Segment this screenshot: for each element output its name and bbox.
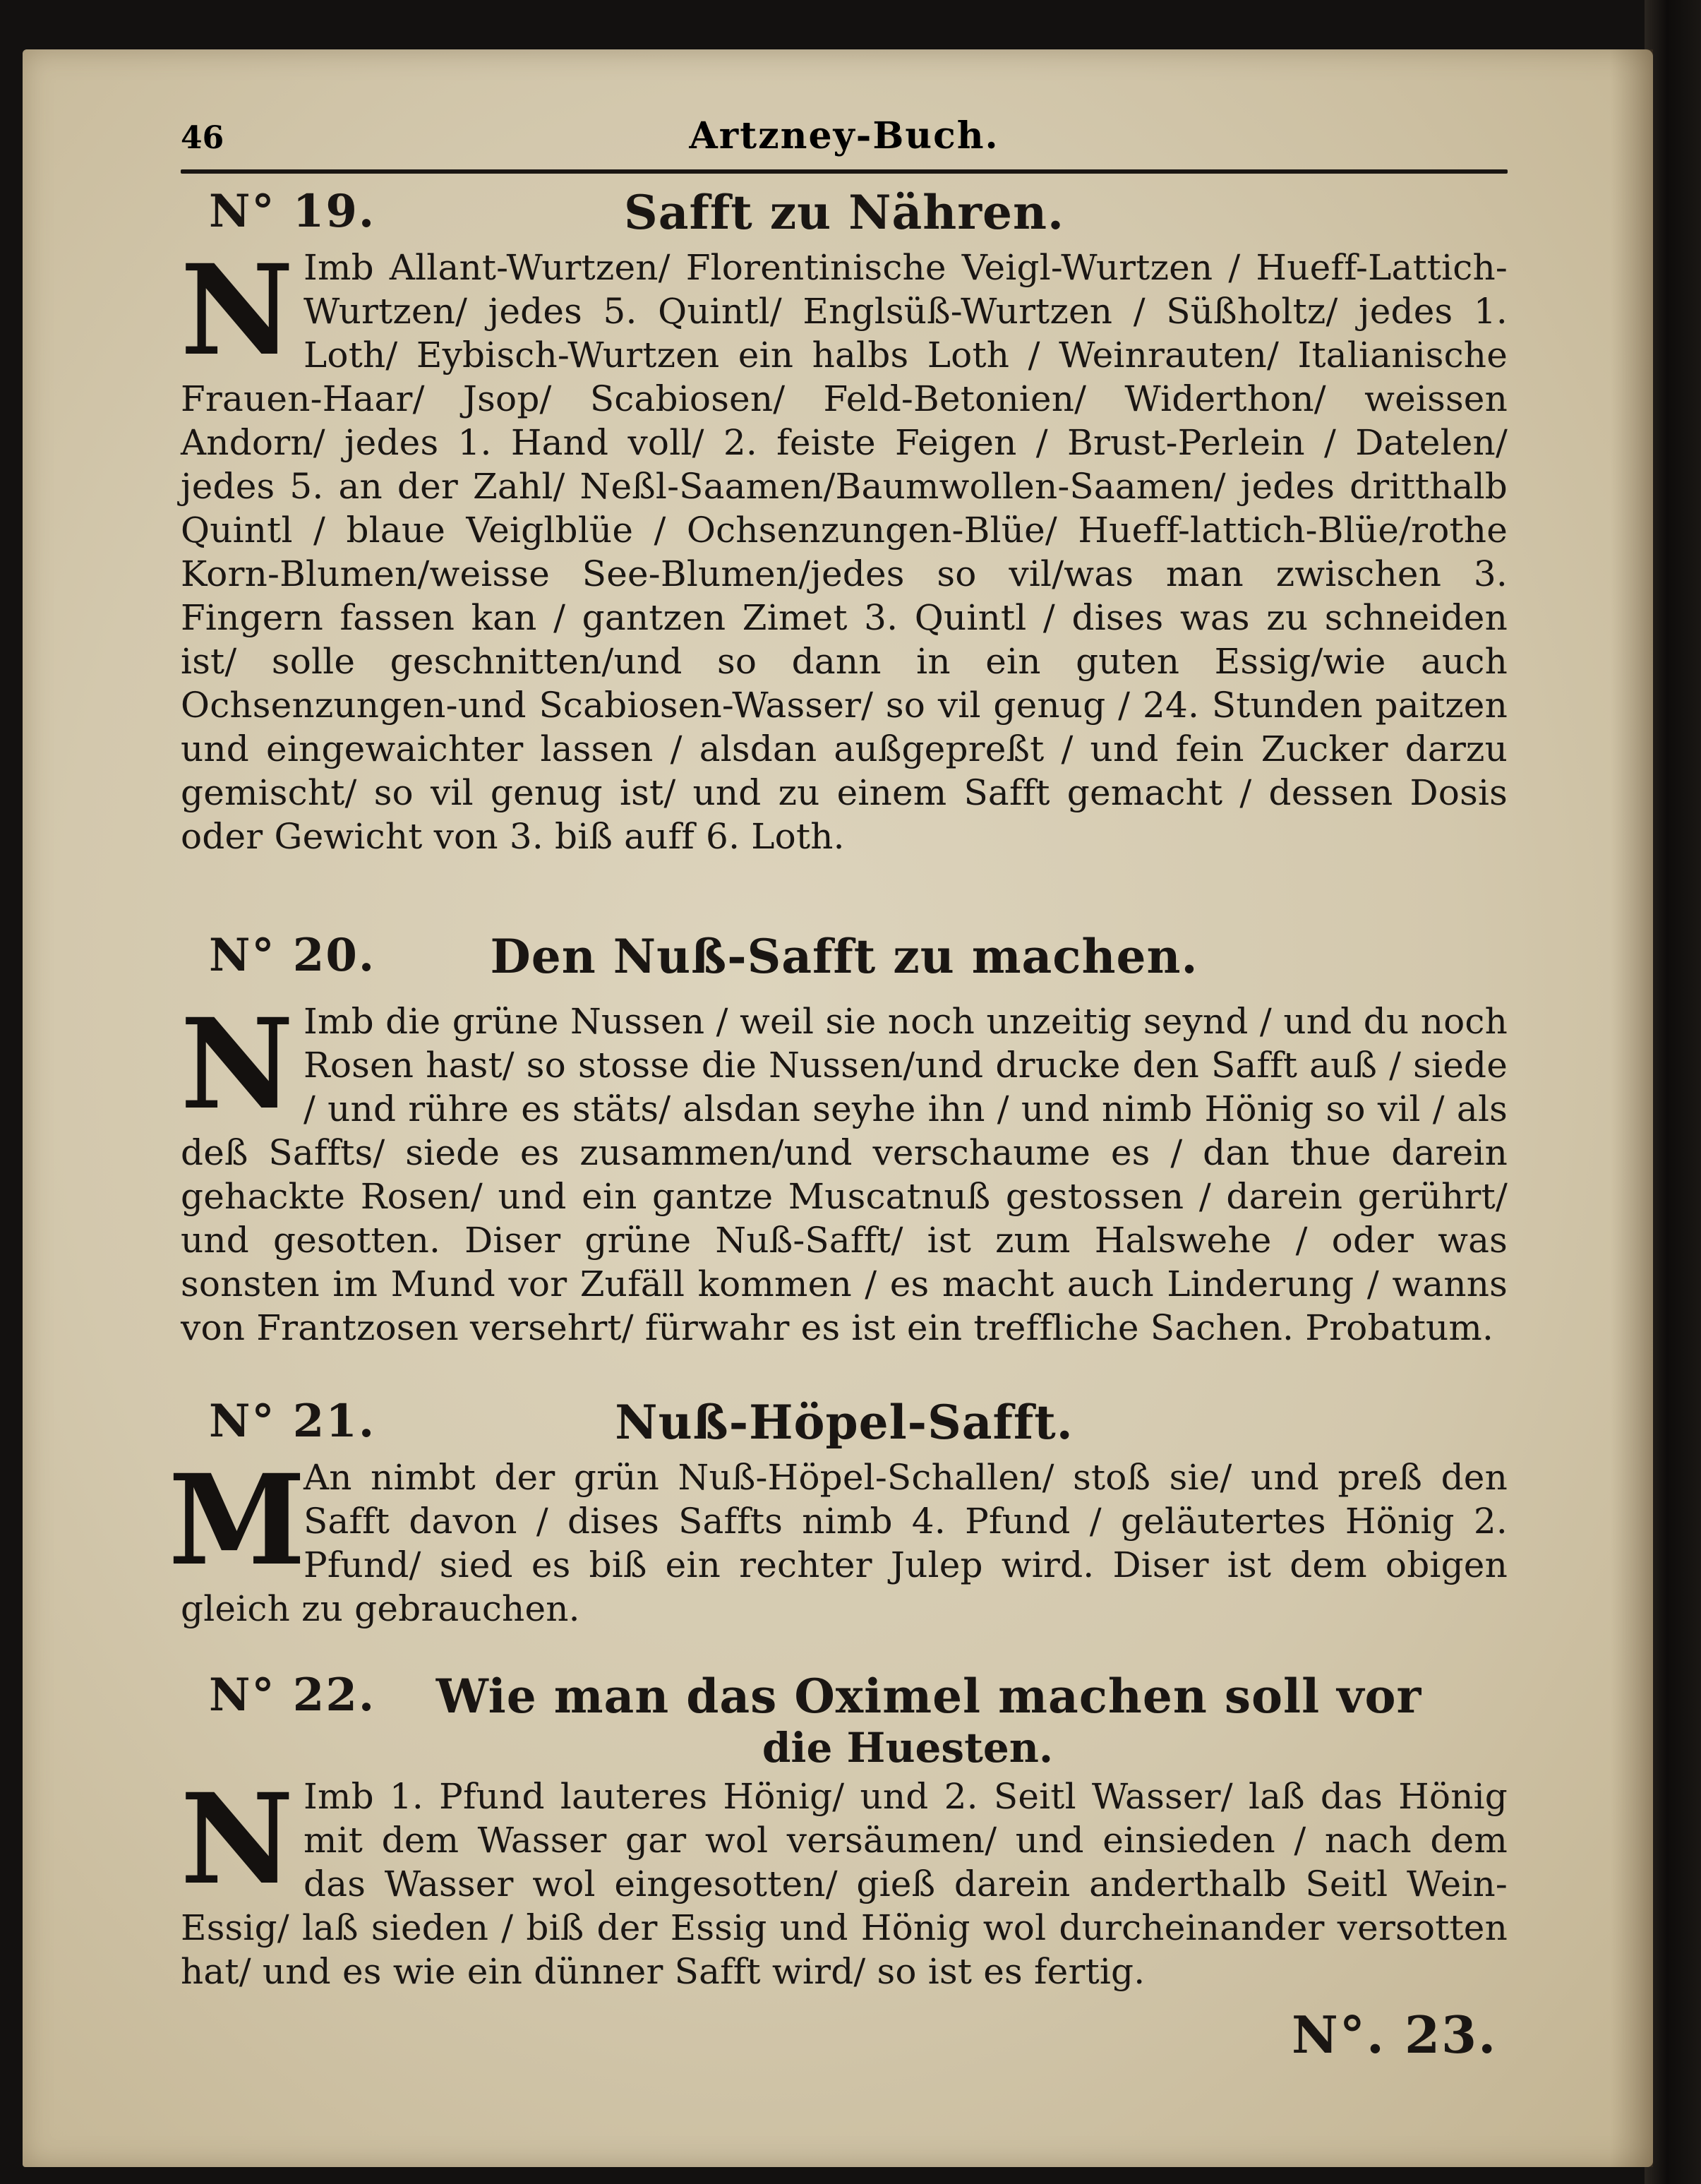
recipe-text: Imb die grüne Nussen / weil sie noch unzeitig seynd / und du noch Rosen hast/ so stosse die Nussen/und drucke den Safft auß / siede / und rühre es stäts/ alsdan seyhe ihn / und nimb Hönig so vil / als deß Saffts/ siede es zusammen/und verschaume es / dan thue darein gehackte Rosen/ und ein gantze Muscatnuß gestossen / darein gerührt/ und gesotten. Diser grüne Nuß-Safft/ ist zum Halswehe / oder was sonsten im Mund vor Zufäll kommen / es macht auch Linderung / wanns von Frantzosen versehrt/ fürwahr es ist ein treffliche Sachen. Probatum. [181,1001,1508,1348]
header-rule [181,169,1508,174]
page-number: 46 [181,120,224,156]
recipe-title: Safft zu Nähren. [624,185,1064,240]
recipe-number: N° 22. [209,1669,376,1722]
recipe-body [168,1447,1508,1631]
recipe-body [180,991,1508,1350]
running-head [181,114,1508,171]
recipe-19 [181,185,1508,858]
recipe-heading [181,1669,1508,1725]
drop-cap: M [168,1447,306,1593]
recipe-text: Imb 1. Pfund lauteres Hönig/ und 2. Seitl Wasser/ laß das Hönig mit dem Wasser gar wol versäumen/ und einsieden / nach dem das Wasser wol eingesotten/ gieß darein anderthalb Seitl Wein-Essig/ laß sieden / biß der Essig und Hönig wol durcheinander versotten hat/ und es wie ein dünner Safft wird/ so ist es fertig. [181,1776,1508,1992]
recipe-body [180,237,1508,858]
recipe-number: N° 20. [209,929,376,982]
recipe-body [180,1766,1508,1993]
recipe-heading [181,929,1508,985]
recipe-text: Imb Allant-Wurtzen/ Florentinische Veigl-Wurtzen / Hueff-Lattich-Wurtzen/ jedes 5. Quintl/ Englsüß-Wurtzen / Süßholtz/ jedes 1. Loth/ Eybisch-Wurtzen ein halbs Loth / Weinrauten/ Italianische Frauen-Haar/ Jsop/ Scabiosen/ Feld-Betonien/ Widerthon/ weissen Andorn/ jedes 1. Hand voll/ 2. feiste Feigen / Brust-Perlein / Datelen/ jedes 5. an der Zahl/ Neßl-Saamen/Baumwollen-Saamen/ jedes dritthalb Quintl / blaue Veiglblüe / Ochsenzungen-Blüe/ Hueff-lattich-Blüe/rothe Korn-Blumen/weisse See-Blumen/jedes so vil/was man zwischen 3. Fingern fassen kan / gantzen Zimet 3. Quintl / dises was zu schneiden ist/ solle geschnitten/und so dann in ein guten Essig/wie auch Ochsenzungen-und Scabiosen-Wasser/ so vil genug / 24. Stunden paitzen und eingewaichter lassen / alsdan außgepreßt / und fein Zucker darzu gemischt/ so vil genug ist/ und zu einem Safft gemacht / dessen Dosis oder Gewicht von 3. biß auff 6. Loth. [181,247,1508,857]
recipe-title: Wie man das Oximel machen soll vor [435,1669,1422,1724]
drop-cap: N [180,991,294,1137]
drop-cap: N [180,237,294,383]
recipe-heading [181,1395,1508,1451]
recipe-text: An nimbt der grün Nuß-Höpel-Schallen/ stoß sie/ und preß den Safft davon / dises Saffts nimb 4. Pfund / geläutertes Hönig 2. Pfund/ sied es biß ein rechter Julep wird. Diser ist dem obigen gleich zu gebrauchen. [181,1457,1508,1629]
recipe-title: Den Nuß-Safft zu machen. [490,929,1198,984]
recipe-22 [181,1669,1508,1993]
drop-cap: N [180,1766,294,1912]
recipe-heading [181,185,1508,241]
recipe-20 [181,929,1508,1350]
book-title: Artzney-Buch. [689,114,999,157]
recipe-21 [168,1395,1508,1631]
recipe-number: N° 19. [209,185,376,238]
book-binding-edge [1645,0,1701,2184]
catchword: N°. 23. [1292,2005,1498,2065]
recipe-number: N° 21. [209,1395,376,1448]
recipe-title: Nuß-Höpel-Safft. [615,1395,1074,1450]
recipe-title-continuation: die Huesten. [762,1724,1054,1772]
